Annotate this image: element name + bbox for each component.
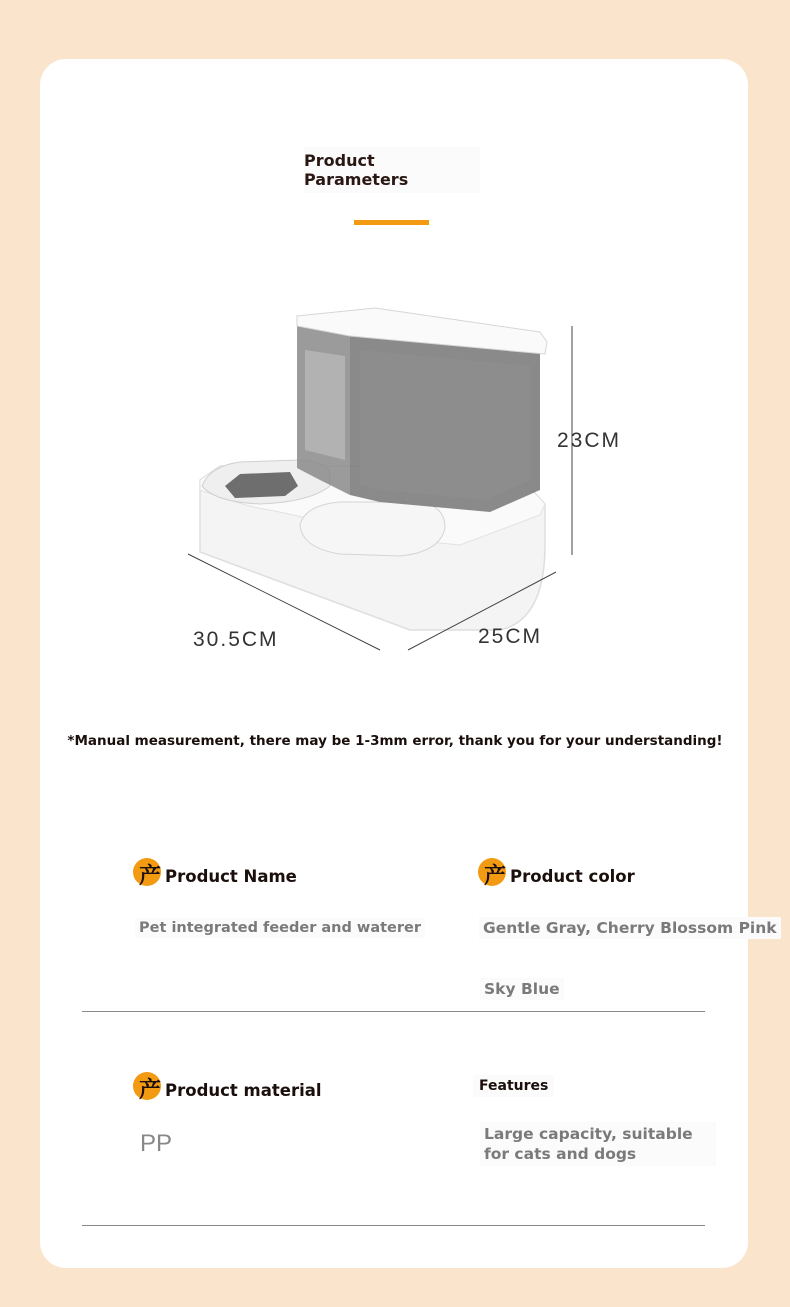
length-dimension: 30.5CM — [193, 628, 279, 651]
product-name-label-row — [133, 858, 297, 894]
water-bowl — [300, 502, 445, 556]
measurement-note: *Manual measurement, there may be 1-3mm error, thank you for your understanding! — [67, 733, 723, 749]
product-material-value: PP — [140, 1130, 173, 1157]
product-name-value: Pet integrated feeder and waterer — [135, 918, 425, 938]
width-dimension: 25CM — [478, 625, 543, 648]
product-badge-icon: 产 — [133, 1072, 169, 1108]
product-color-label: Product color — [510, 866, 635, 886]
product-image — [180, 290, 630, 670]
height-dimension: 23CM — [557, 429, 622, 452]
section-title: Product Parameters — [304, 147, 480, 193]
product-badge-icon: 产 — [478, 858, 514, 894]
product-badge-icon: 产 — [133, 858, 169, 894]
title-underline — [354, 220, 429, 225]
product-material-label: Product material — [165, 1080, 322, 1100]
product-material-label-row — [133, 1072, 322, 1108]
product-color-label-row — [478, 858, 635, 894]
product-name-label: Product Name — [165, 866, 297, 886]
features-label: Features — [473, 1075, 554, 1097]
divider — [82, 1011, 705, 1012]
divider — [82, 1225, 705, 1226]
product-color-value-2: Sky Blue — [480, 978, 564, 1000]
product-color-value-1: Gentle Gray, Cherry Blossom Pink — [479, 917, 781, 939]
features-value: Large capacity, suitable for cats and dogs — [480, 1122, 716, 1166]
